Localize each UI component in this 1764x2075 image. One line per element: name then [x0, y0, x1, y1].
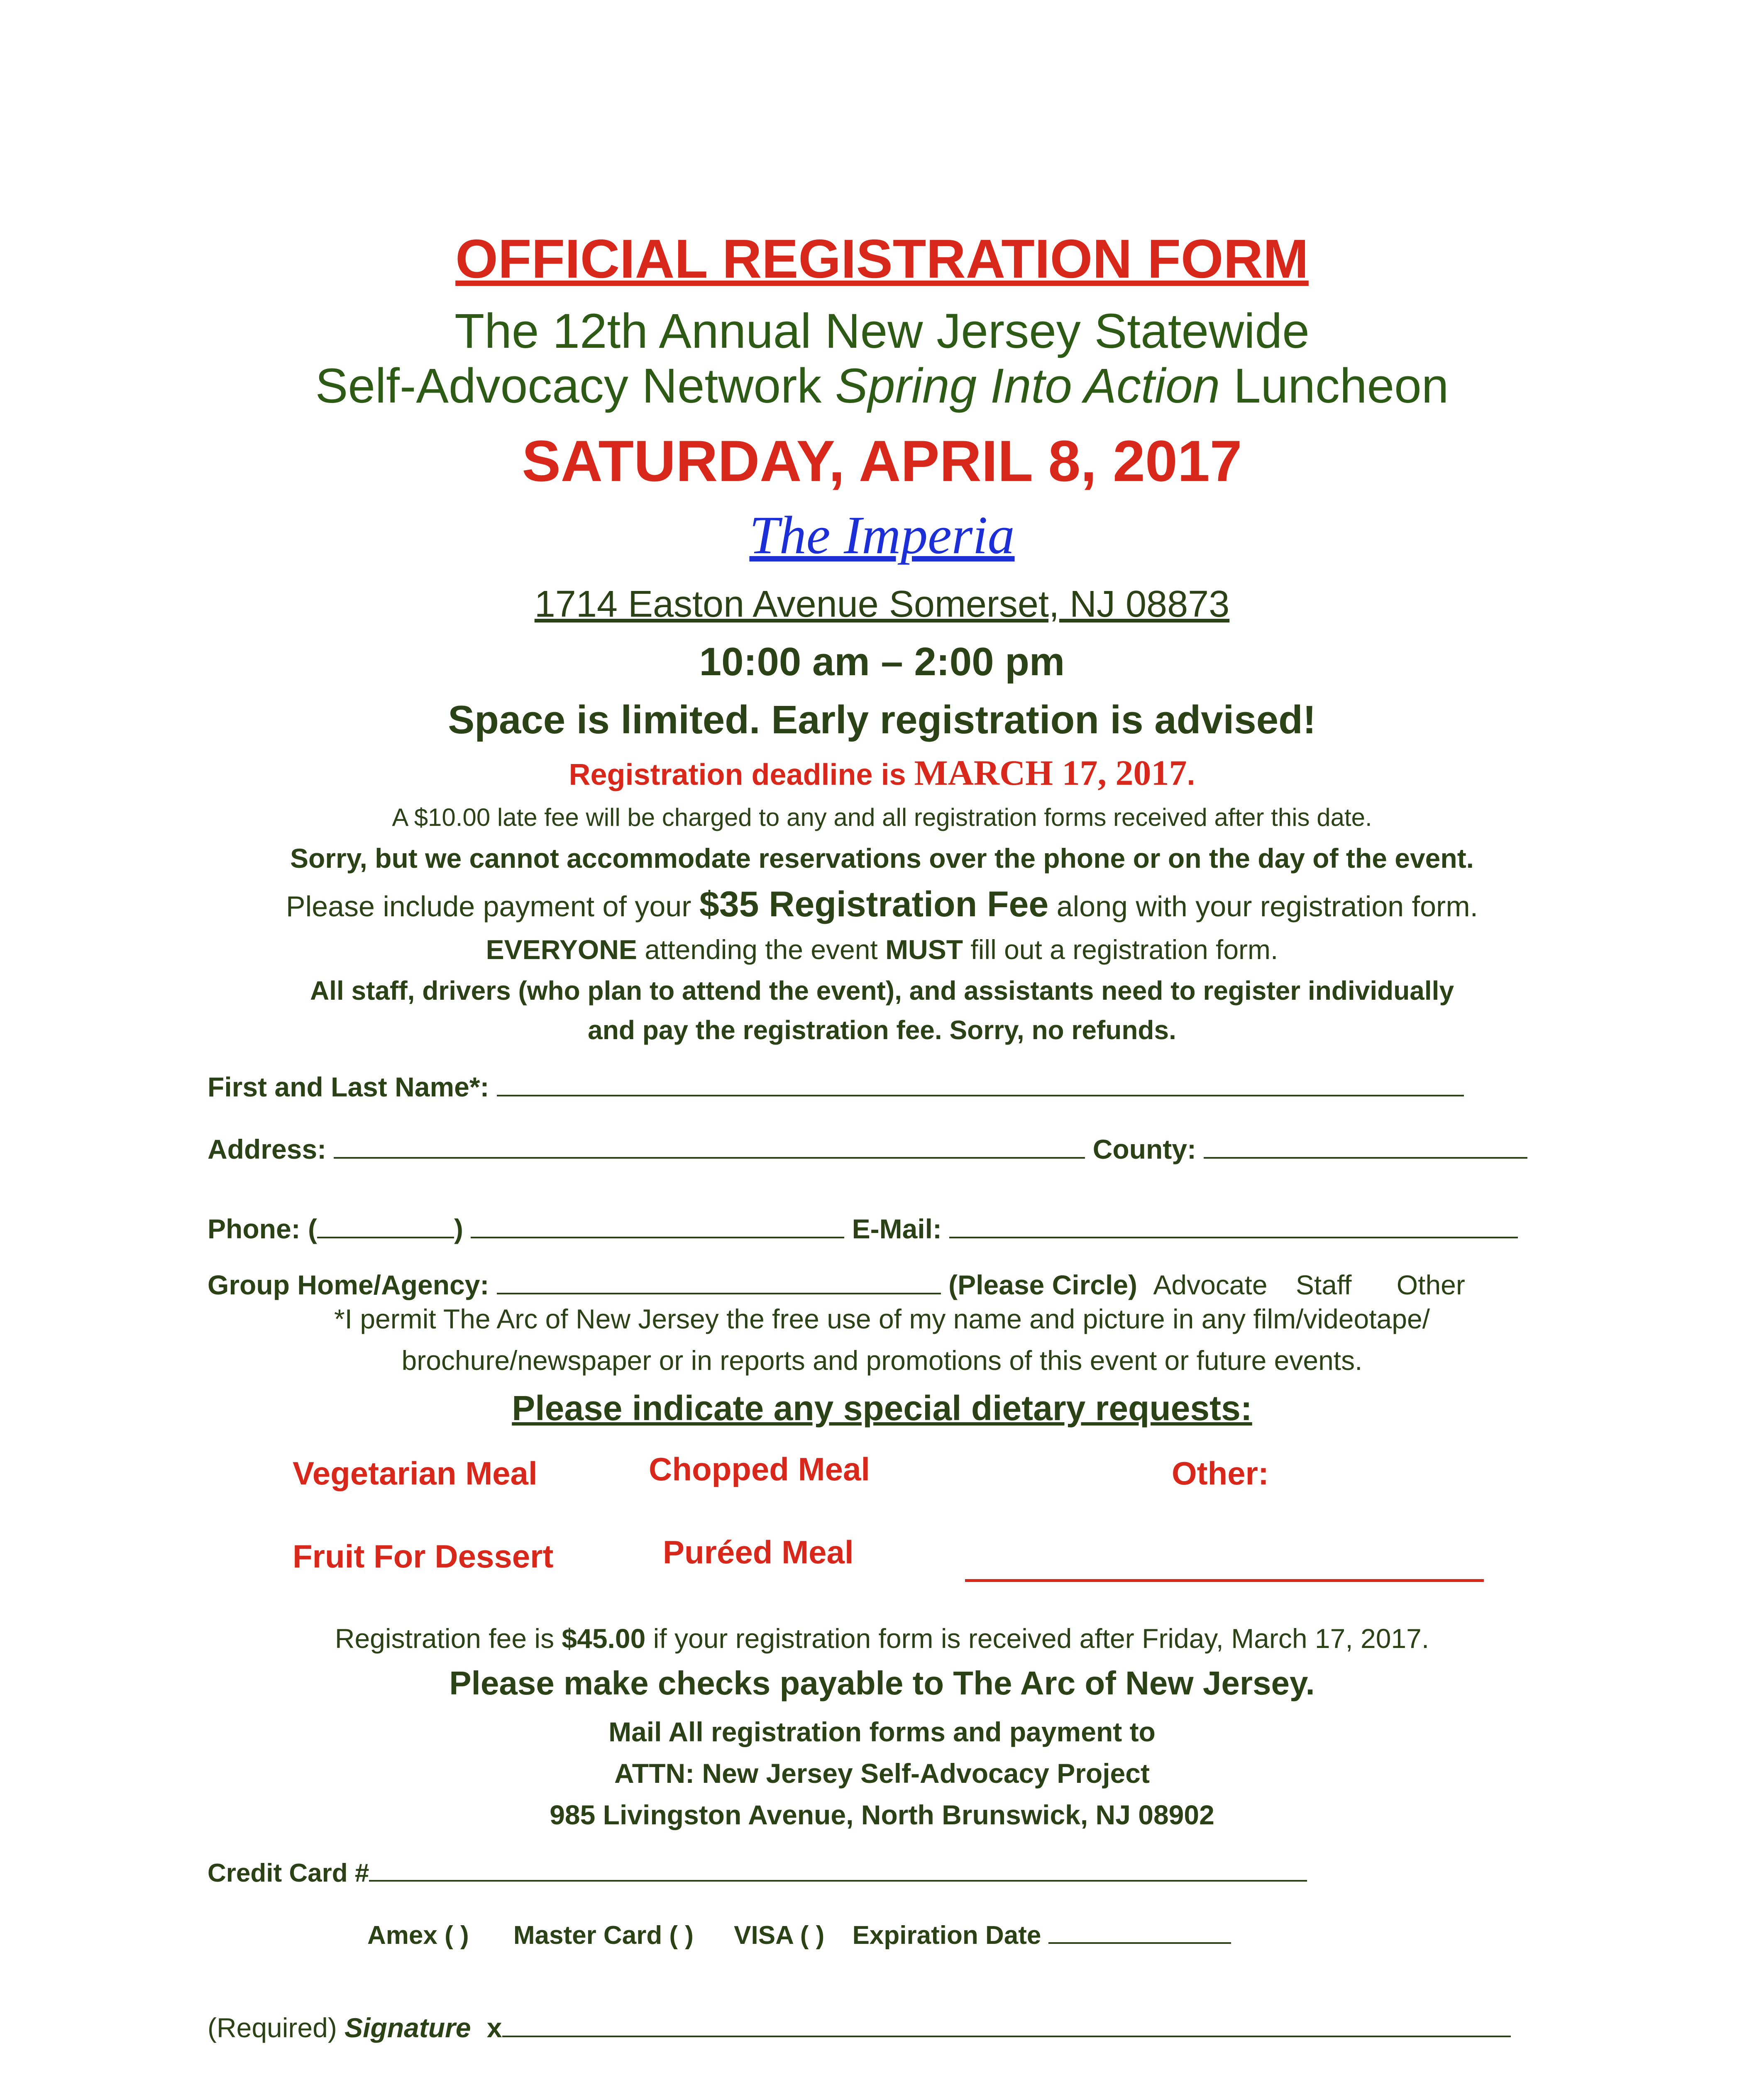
address-label: Address: — [208, 1134, 327, 1164]
group-label: Group Home/Agency: — [208, 1269, 489, 1300]
staff-notice-line1: All staff, drivers (who plan to attend the event), and assistants need to register individually — [310, 976, 1454, 1006]
visa-option[interactable]: VISA ( ) — [734, 1921, 825, 1950]
email-label: E-Mail: — [852, 1213, 942, 1244]
group-field-row — [208, 1268, 1465, 1301]
deadline-notice — [0, 752, 1764, 793]
credit-card-label: Credit Card # — [208, 1859, 369, 1887]
mail-line1: Mail All registration forms and payment to — [608, 1716, 1156, 1747]
everyone-1: EVERYONE — [486, 934, 637, 965]
late-fee-notice: A $10.00 late fee will be charged to any and all registration forms received after this date. — [392, 803, 1372, 831]
venue-address: 1714 Easton Avenue Somerset, NJ 08873 — [534, 583, 1230, 625]
expiration-input[interactable] — [1048, 1917, 1231, 1944]
event-title-line2 — [0, 358, 1764, 414]
name-field-row — [208, 1070, 1464, 1103]
required-label: (Required) — [208, 2012, 345, 2043]
credit-card-input[interactable] — [369, 1855, 1307, 1882]
event-title-line1: The 12th Annual New Jersey Statewide — [454, 304, 1310, 359]
payment-pre: Please include payment of your — [286, 890, 700, 923]
pureed-option[interactable]: Puréed Meal — [663, 1534, 854, 1570]
county-input[interactable] — [1204, 1132, 1527, 1159]
late-fee-pre: Registration fee is — [335, 1623, 562, 1654]
chopped-option[interactable]: Chopped Meal — [649, 1451, 870, 1487]
amex-option[interactable]: Amex ( ) — [367, 1921, 469, 1950]
deadline-pre: Registration deadline is — [569, 758, 914, 791]
card-type-row — [367, 1917, 1231, 1950]
staff-notice-line2: and pay the registration fee. Sorry, no refunds. — [588, 1015, 1176, 1045]
address-input[interactable] — [334, 1132, 1085, 1159]
everyone-3: MUST — [885, 934, 963, 965]
area-code-close: ) — [454, 1213, 463, 1244]
everyone-2: attending the event — [637, 934, 886, 965]
other-dietary-input[interactable] — [965, 1550, 1484, 1582]
phone-field-row — [208, 1212, 1518, 1245]
name-label: First and Last Name*: — [208, 1072, 489, 1102]
email-input[interactable] — [949, 1212, 1518, 1238]
late-fee-post: if your registration form is received after Friday, March 17, 2017. — [645, 1623, 1429, 1654]
phone-input[interactable] — [471, 1212, 844, 1238]
circle-other[interactable]: Other — [1396, 1269, 1465, 1300]
deadline-date: MARCH 17, 2017 — [914, 753, 1187, 793]
signature-x: x — [486, 2012, 502, 2043]
space-limited-notice: Space is limited. Early registration is advised! — [448, 698, 1316, 742]
everyone-notice — [0, 934, 1764, 965]
form-title: OFFICIAL REGISTRATION FORM — [455, 228, 1309, 289]
event-title-pre: Self-Advocacy Network — [315, 359, 836, 413]
vegetarian-option[interactable]: Vegetarian Meal — [293, 1455, 538, 1492]
phone-label: Phone: — [208, 1213, 301, 1244]
signature-row — [208, 2011, 1511, 2043]
event-time: 10:00 am – 2:00 pm — [699, 640, 1065, 684]
mail-line2: ATTN: New Jersey Self-Advocacy Project — [614, 1758, 1150, 1789]
permission-line1: *I permit The Arc of New Jersey the free use of my name and picture in any film/videotape/ — [334, 1304, 1430, 1334]
payment-fee: $35 Registration Fee — [699, 884, 1049, 924]
late-fee-amount: $45.00 — [562, 1623, 646, 1654]
late-fee-line — [0, 1623, 1764, 1654]
other-option[interactable]: Other: — [1172, 1455, 1269, 1492]
mail-line3: 985 Livingston Avenue, North Brunswick, NJ 08902 — [550, 1799, 1214, 1830]
payment-post: along with your registration form. — [1048, 890, 1478, 923]
no-phone-notice: Sorry, but we cannot accommodate reservations over the phone or on the day of the event. — [290, 843, 1474, 874]
checks-payable: Please make checks payable to The Arc of New Jersey. — [449, 1665, 1315, 1702]
event-title-italic: Spring Into Action — [835, 359, 1220, 413]
permission-line2: brochure/newspaper or in reports and promotions of this event or future events. — [401, 1345, 1363, 1376]
mastercard-option[interactable]: Master Card ( ) — [513, 1921, 694, 1950]
payment-notice — [0, 884, 1764, 925]
signature-input[interactable] — [502, 2011, 1511, 2037]
dietary-heading: Please indicate any special dietary requests: — [512, 1389, 1252, 1428]
expiration-label: Expiration Date — [852, 1921, 1041, 1950]
circle-advocate[interactable]: Advocate — [1153, 1269, 1268, 1300]
county-label: County: — [1092, 1134, 1197, 1164]
credit-card-row — [208, 1855, 1307, 1888]
area-code-input[interactable] — [317, 1212, 454, 1238]
deadline-dot: . — [1187, 758, 1195, 791]
event-title-post: Luncheon — [1220, 359, 1449, 413]
area-code-open: ( — [308, 1213, 317, 1244]
everyone-4: fill out a registration form. — [963, 934, 1278, 965]
address-field-row — [208, 1132, 1527, 1165]
group-input[interactable] — [497, 1268, 941, 1294]
venue-name: The Imperia — [749, 505, 1015, 565]
event-date: SATURDAY, APRIL 8, 2017 — [522, 428, 1242, 493]
circle-staff[interactable]: Staff — [1295, 1269, 1352, 1300]
please-circle-label: (Please Circle) — [948, 1269, 1138, 1300]
fruit-option[interactable]: Fruit For Dessert — [293, 1538, 554, 1575]
name-input[interactable] — [497, 1070, 1464, 1096]
signature-label: Signature — [344, 2012, 471, 2043]
